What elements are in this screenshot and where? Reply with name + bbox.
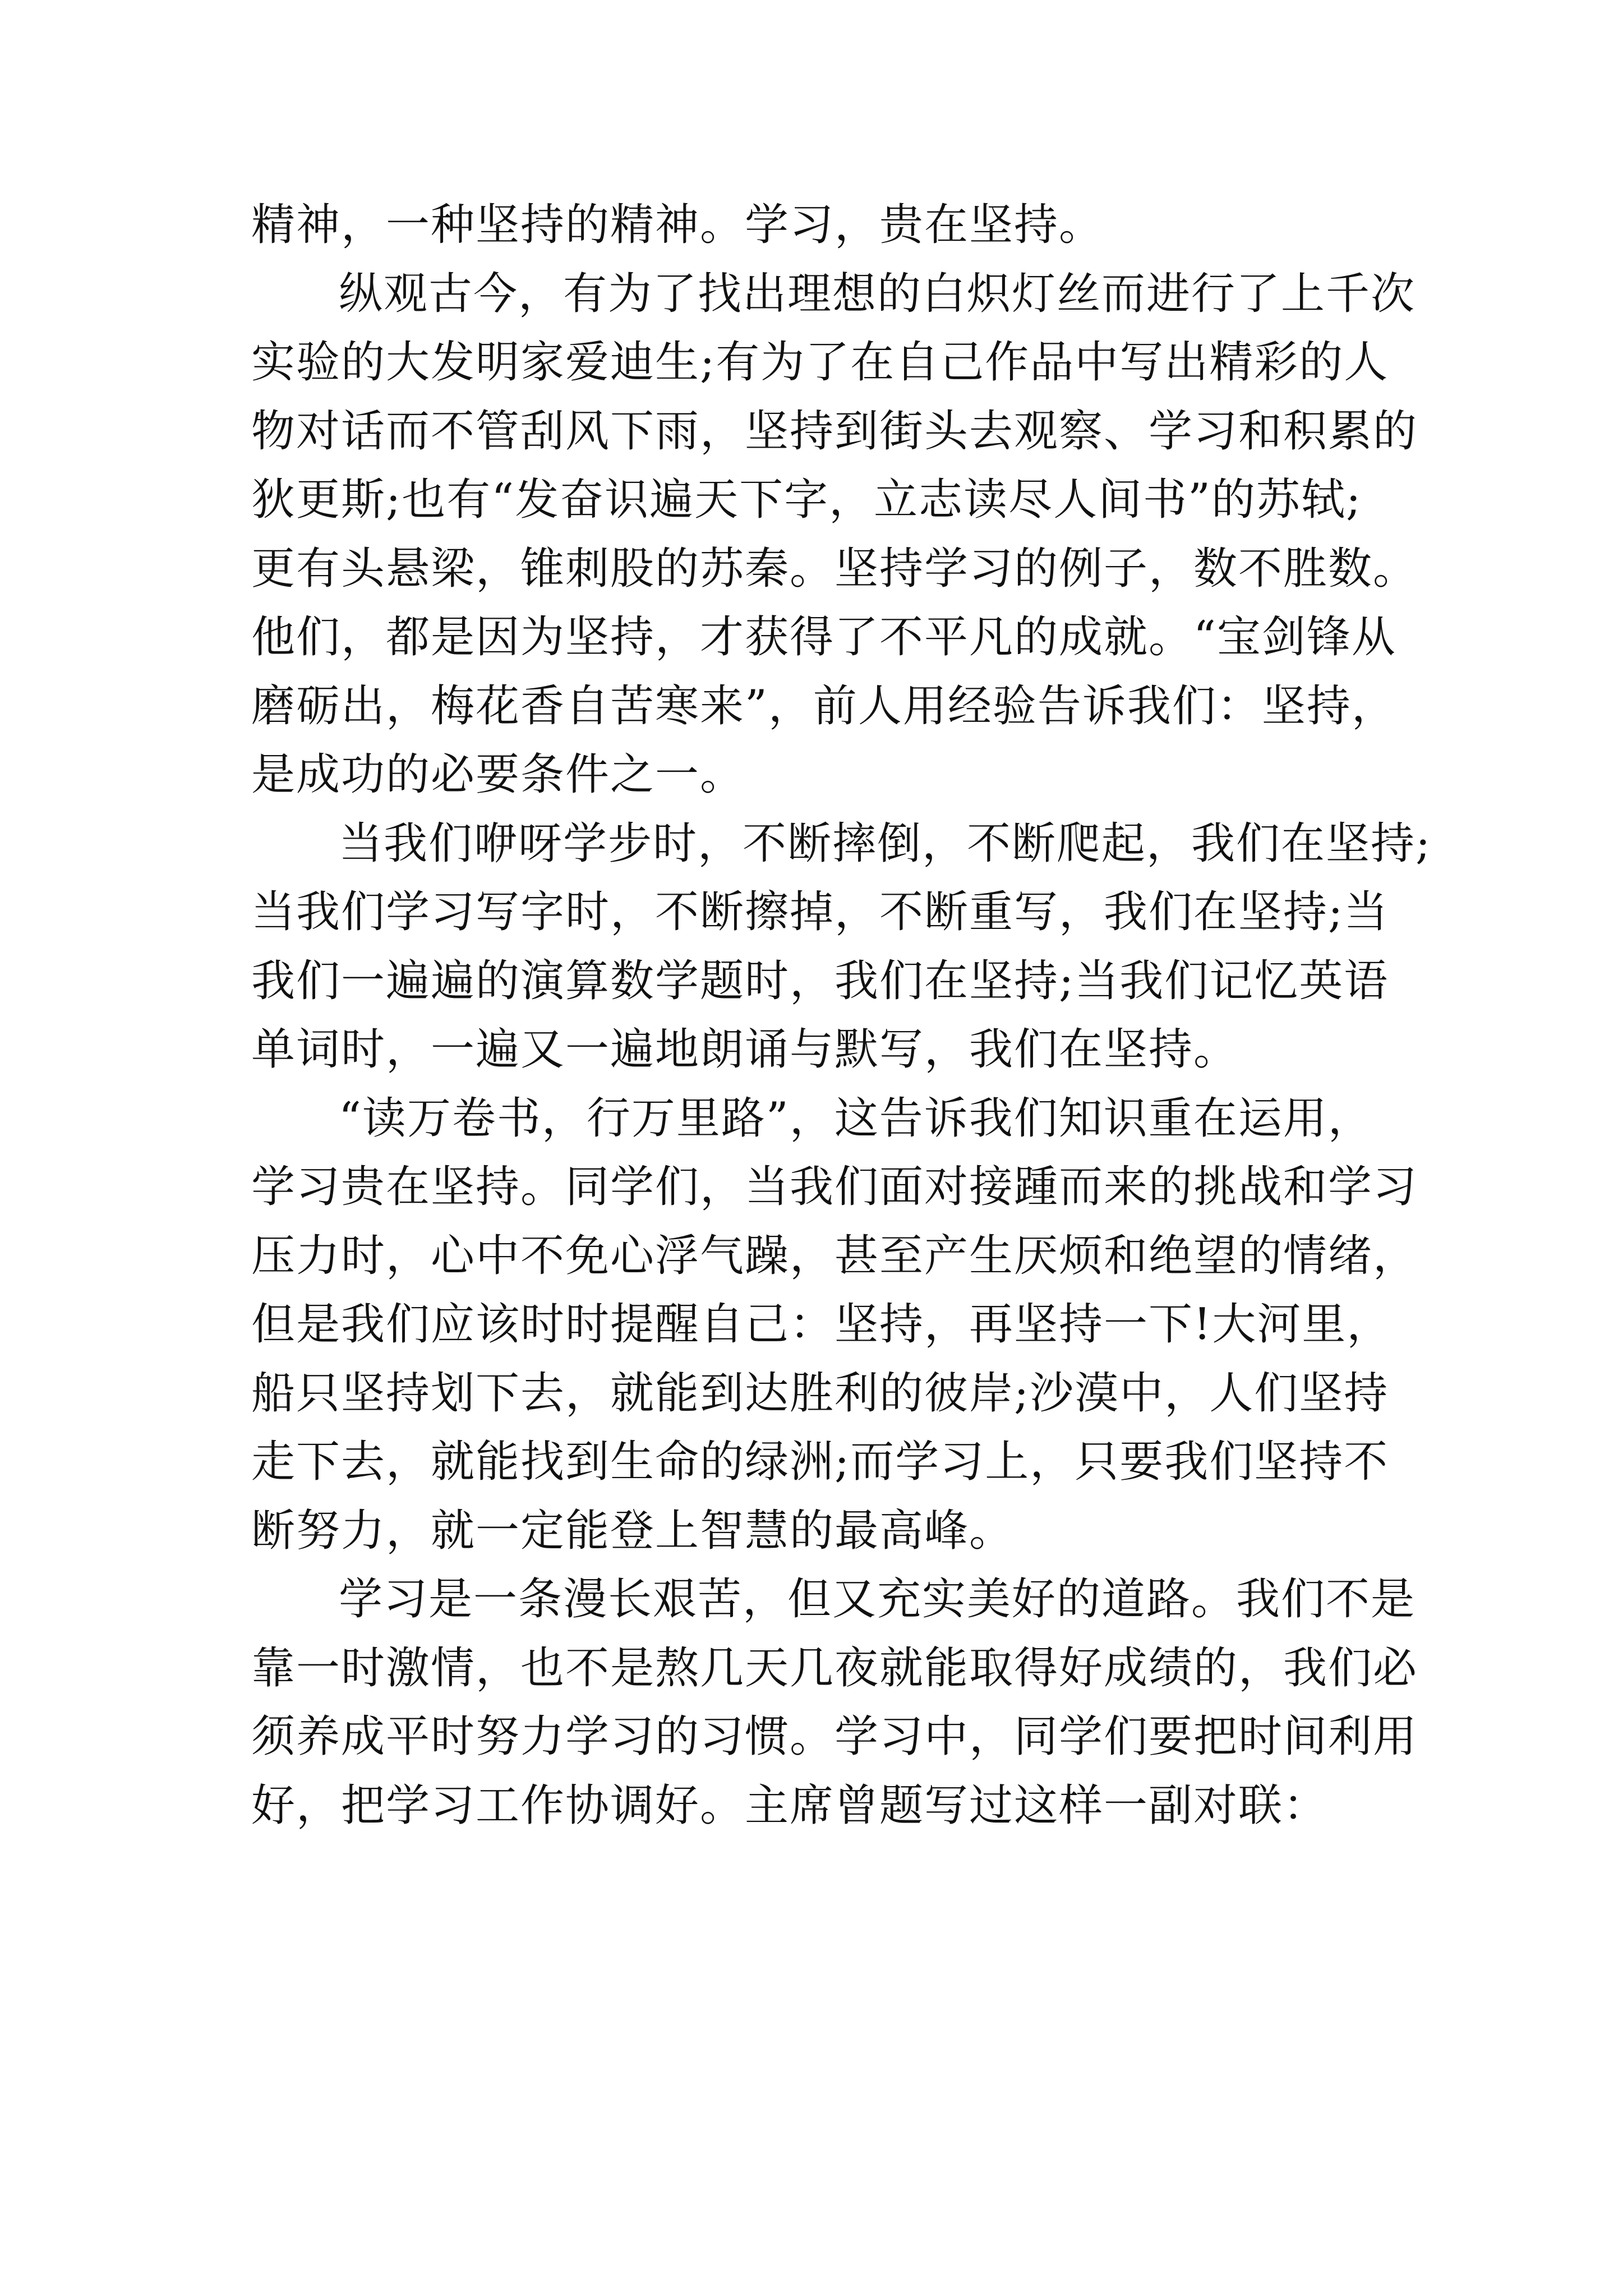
text-line: 我们一遍遍的演算数学题时，我们在坚持;当我们记忆英语 xyxy=(251,955,1389,1006)
text-line: 断努力，就一定能登上智慧的最高峰。 xyxy=(251,1505,1015,1556)
text-line: 走下去，就能找到生命的绿洲;而学习上，只要我们坚持不 xyxy=(251,1437,1389,1487)
text-line: 更有头悬梁，锥刺股的苏秦。坚持学习的例子，数不胜数。 xyxy=(251,543,1418,594)
paragraph-first-line: 当我们咿呀学步时，不断摔倒，不断爬起，我们在坚持; xyxy=(339,818,1432,869)
text-line: 磨砺出，梅花香自苦寒来”，前人用经验告诉我们：坚持， xyxy=(251,680,1396,731)
text-line: 实验的大发明家爱迪生;有为了在自己作品中写出精彩的人 xyxy=(251,337,1389,388)
text-line: 狄更斯;也有“发奋识遍天下字，立志读尽人间书”的苏轼; xyxy=(251,475,1362,525)
text-line: 精神，一种坚持的精神。学习，贵在坚持。 xyxy=(251,200,1104,250)
document-page xyxy=(251,191,1432,1840)
text-line: 学习贵在坚持。同学们，当我们面对接踵而来的挑战和学习 xyxy=(251,1162,1418,1212)
text-line: 须养成平时努力学习的习惯。学习中，同学们要把时间利用 xyxy=(251,1711,1418,1762)
paragraph-first-line: 学习是一条漫长艰苦，但又充实美好的道路。我们不是 xyxy=(339,1574,1416,1625)
text-line: 是成功的必要条件之一。 xyxy=(251,749,745,800)
text-line: 靠一时激情，也不是熬几天几夜就能取得好成绩的，我们必 xyxy=(251,1642,1418,1694)
text-line: 压力时，心中不免心浮气躁，甚至产生厌烦和绝望的情绪， xyxy=(251,1230,1418,1281)
text-line: 物对话而不管刮风下雨，坚持到街头去观察、学习和积累的 xyxy=(251,406,1418,457)
paragraph-first-line: 纵观古今，有为了找出理想的白炽灯丝而进行了上千次 xyxy=(339,268,1416,319)
paragraph-first-line: “读万卷书，行万里路”，这告诉我们知识重在运用， xyxy=(339,1093,1373,1144)
text-line: 当我们学习写字时，不断擦掉，不断重写，我们在坚持;当 xyxy=(251,887,1389,937)
text-line: 单词时，一遍又一遍地朗诵与默写，我们在坚持。 xyxy=(251,1024,1239,1075)
text-line: 他们，都是因为坚持，才获得了不平凡的成就。“宝剑锋从 xyxy=(251,612,1396,662)
text-line: 但是我们应该时时提醒自己：坚持，再坚持一下!大河里， xyxy=(251,1299,1392,1350)
text-line: 好，把学习工作协调好。主席曾题写过这样一副对联： xyxy=(251,1780,1329,1831)
text-line: 船只坚持划下去，就能到达胜利的彼岸;沙漠中，人们坚持 xyxy=(251,1368,1389,1419)
